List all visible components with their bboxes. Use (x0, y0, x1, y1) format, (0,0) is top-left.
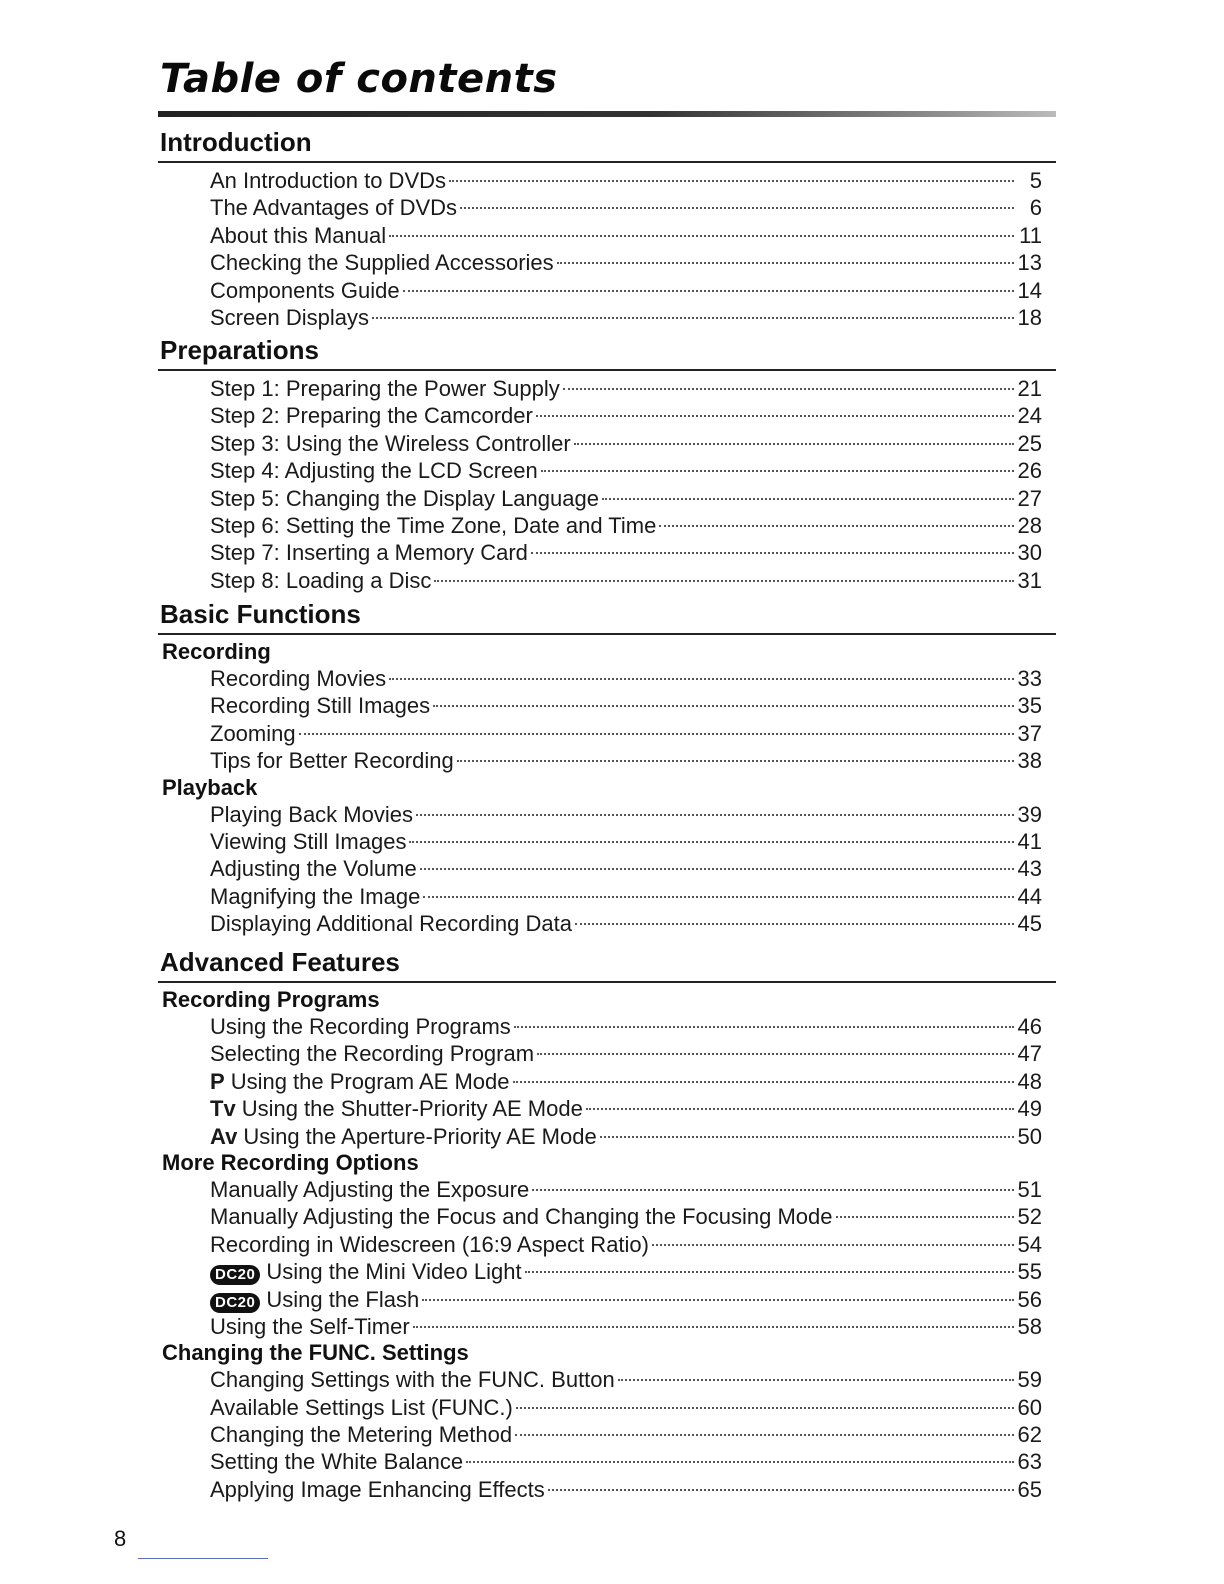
toc-entry-title: Viewing Still Images (210, 828, 407, 854)
toc-entry-page: 46 (1017, 1014, 1042, 1039)
toc-entry[interactable] (158, 1095, 1056, 1122)
dot-leader (403, 290, 1014, 292)
section-rule (158, 981, 1056, 983)
toc-entry[interactable] (158, 375, 1056, 402)
toc-entry[interactable] (158, 1231, 1056, 1258)
subsection-title: Recording Programs (162, 987, 380, 1012)
toc-entry[interactable] (158, 167, 1056, 194)
mode-prefix: P (210, 1068, 225, 1094)
mode-prefix: Tv (210, 1096, 236, 1122)
dot-leader (423, 896, 1013, 898)
section-title: Preparations (160, 335, 319, 365)
toc-entry-page: 51 (1017, 1176, 1042, 1202)
toc-entry-title: Using the Aperture-Priority AE Mode (243, 1123, 597, 1149)
toc-entry[interactable] (158, 402, 1056, 429)
dot-leader (652, 1244, 1014, 1246)
toc-list (158, 801, 1056, 938)
toc-entry-title: Recording Still Images (210, 693, 431, 719)
toc-entry[interactable] (158, 222, 1056, 249)
toc-entry[interactable] (158, 801, 1056, 828)
toc-entry-page: 58 (1017, 1313, 1042, 1339)
dot-leader (372, 317, 1014, 319)
dot-leader (532, 1189, 1013, 1191)
subsection-title: Changing the FUNC. Settings (162, 1340, 469, 1366)
toc-entry-title: Available Settings List (FUNC.) (210, 1394, 513, 1420)
dot-leader (433, 705, 1013, 707)
toc-entry-page: 31 (1017, 567, 1042, 593)
toc-entry-page: 56 (1017, 1286, 1042, 1312)
toc-list (158, 665, 1056, 775)
toc-entry[interactable] (158, 304, 1056, 331)
toc-entry-page: 26 (1017, 458, 1042, 484)
toc-entry-title: Using the Self-Timer (210, 1313, 410, 1339)
toc-entry-page: 5 (1029, 168, 1042, 193)
toc-entry-page: 47 (1017, 1041, 1042, 1067)
section-basic-functions (158, 598, 1056, 938)
dot-leader (420, 868, 1014, 870)
toc-entry-page: 37 (1017, 720, 1042, 746)
toc-entry[interactable] (158, 883, 1056, 910)
dot-leader (516, 1407, 1014, 1409)
toc-entry-page: 6 (1029, 195, 1042, 221)
toc-entry-title: Adjusting the Volume (210, 856, 417, 882)
model-badge-icon: DC20 (210, 1293, 260, 1313)
toc-entry[interactable] (158, 1366, 1056, 1393)
toc-entry-title: Checking the Supplied Accessories (210, 250, 554, 276)
dot-leader (413, 1326, 1014, 1328)
toc-entry-title: Step 2: Preparing the Camcorder (210, 403, 533, 429)
subsection-title: Recording (162, 639, 271, 664)
dot-leader (466, 1461, 1013, 1463)
toc-entry-page: 55 (1017, 1259, 1042, 1285)
subsection-title: Playback (162, 774, 258, 800)
toc-entry-page: 13 (1017, 250, 1042, 276)
dot-leader (513, 1081, 1014, 1083)
dot-leader (557, 262, 1014, 264)
toc-entry-page: 63 (1017, 1449, 1042, 1475)
dot-leader (548, 1489, 1014, 1491)
toc-entry[interactable] (158, 1258, 1056, 1285)
toc-entry[interactable] (158, 1040, 1056, 1067)
toc-entry-title: Step 8: Loading a Disc (210, 567, 432, 593)
dot-leader (537, 1053, 1013, 1055)
toc-entry[interactable] (158, 277, 1056, 304)
toc-entry-title: Using the Mini Video Light (266, 1259, 522, 1285)
toc-entry[interactable] (158, 1286, 1056, 1313)
toc-entry-page: 59 (1017, 1367, 1042, 1393)
dot-leader (449, 180, 1014, 182)
toc-entry-page: 50 (1017, 1123, 1042, 1149)
mode-prefix: Av (210, 1123, 238, 1149)
toc-entry[interactable] (158, 720, 1056, 747)
toc-entry[interactable] (158, 1013, 1056, 1040)
page-title: Table of contents (160, 56, 558, 102)
section-title: Basic Functions (160, 599, 361, 629)
toc-entry-page: 21 (1017, 376, 1042, 401)
toc-entry[interactable] (158, 457, 1056, 484)
dot-leader (525, 1271, 1014, 1273)
dot-leader (457, 760, 1014, 762)
toc-entry-page: 24 (1017, 403, 1042, 429)
toc-entry[interactable] (158, 249, 1056, 276)
toc-entry[interactable] (158, 665, 1056, 692)
section-advanced-features (158, 946, 1056, 1503)
dot-leader (299, 733, 1014, 735)
toc-entry-page: 39 (1017, 801, 1042, 827)
toc-entry[interactable] (158, 194, 1056, 221)
toc-list (158, 1366, 1056, 1503)
footer-rule (138, 1558, 268, 1559)
toc-entry-page: 38 (1017, 748, 1042, 774)
toc-entry-title: Recording in Widescreen (16:9 Aspect Ratio) (210, 1231, 649, 1257)
section-rule (158, 161, 1056, 163)
toc-entry[interactable] (158, 855, 1056, 882)
title-rule (158, 111, 1056, 117)
dot-leader (618, 1379, 1014, 1381)
toc-entry-title: Manually Adjusting the Exposure (210, 1176, 530, 1202)
toc-entry[interactable] (158, 747, 1056, 774)
dot-leader (586, 1108, 1014, 1110)
dot-leader (563, 388, 1014, 390)
toc-entry-page: 49 (1017, 1096, 1042, 1122)
toc-entry-title: An Introduction to DVDs (210, 168, 447, 193)
toc-entry-title: Step 3: Using the Wireless Controller (210, 430, 571, 456)
toc-entry-title: The Advantages of DVDs (210, 195, 458, 221)
toc-entry-title: Using the Recording Programs (210, 1014, 511, 1039)
toc-entry[interactable] (158, 1313, 1056, 1340)
dot-leader (536, 415, 1014, 417)
toc-entry-title: Applying Image Enhancing Effects (210, 1476, 545, 1502)
toc-entry-page: 43 (1017, 856, 1042, 882)
toc-entry-page: 45 (1017, 911, 1042, 937)
section-rule (158, 369, 1056, 371)
section-title: Advanced Features (160, 947, 400, 977)
toc-entry-page: 60 (1017, 1394, 1042, 1420)
dot-leader (836, 1216, 1014, 1218)
dot-leader (434, 580, 1013, 582)
section-introduction (158, 126, 1056, 331)
toc-entry-title: Step 5: Changing the Display Language (210, 485, 599, 511)
toc-entry-page: 28 (1017, 512, 1042, 538)
dot-leader (409, 841, 1013, 843)
toc-entry-title: Magnifying the Image (210, 883, 421, 909)
dot-leader (659, 525, 1013, 527)
dot-leader (422, 1299, 1013, 1301)
toc-entry-page: 18 (1017, 304, 1042, 330)
toc-entry-page: 48 (1017, 1068, 1042, 1094)
section-rule (158, 633, 1056, 635)
dot-leader (602, 498, 1014, 500)
toc-entry[interactable] (158, 910, 1056, 937)
toc-entry-page: 65 (1017, 1476, 1042, 1502)
toc-entry-title: Step 4: Adjusting the LCD Screen (210, 458, 538, 484)
dot-leader (575, 923, 1014, 925)
dot-leader (541, 470, 1014, 472)
toc-list (158, 167, 1056, 331)
toc-entry-page: 33 (1017, 666, 1042, 691)
toc-entry-page: 27 (1017, 485, 1042, 511)
model-badge-icon: DC20 (210, 1265, 260, 1285)
toc-entry-title: Displaying Additional Recording Data (210, 911, 572, 937)
section-preparations (158, 334, 1056, 594)
dot-leader (416, 814, 1014, 816)
toc-entry[interactable] (158, 1421, 1056, 1448)
toc-entry-page: 25 (1017, 430, 1042, 456)
toc-entry-title: Changing Settings with the FUNC. Button (210, 1367, 615, 1393)
dot-leader (574, 443, 1014, 445)
toc-entry[interactable] (158, 1176, 1056, 1203)
dot-leader (515, 1434, 1013, 1436)
toc-entry-title: Step 1: Preparing the Power Supply (210, 376, 560, 401)
toc-entry[interactable] (158, 1123, 1056, 1150)
toc-list (158, 1176, 1056, 1340)
toc-entry[interactable] (158, 1394, 1056, 1421)
toc-list (158, 375, 1056, 594)
toc-entry[interactable] (158, 692, 1056, 719)
toc-entry[interactable] (158, 1476, 1056, 1503)
toc-entry[interactable] (158, 512, 1056, 539)
dot-leader (460, 207, 1014, 209)
toc-entry-title: Tips for Better Recording (210, 748, 454, 774)
toc-entry-page: 14 (1017, 277, 1042, 303)
toc-entry-title: Step 7: Inserting a Memory Card (210, 540, 528, 566)
toc-entry-title: Selecting the Recording Program (210, 1041, 535, 1067)
subsection-title: More Recording Options (162, 1149, 419, 1175)
dot-leader (389, 678, 1013, 680)
toc-entry[interactable] (158, 430, 1056, 457)
toc-entry-page: 52 (1017, 1204, 1042, 1230)
toc-entry-title: Components Guide (210, 277, 400, 303)
toc-entry-page: 54 (1017, 1231, 1042, 1257)
toc-entry-page: 11 (1019, 222, 1042, 248)
toc-entry[interactable] (158, 539, 1056, 566)
page-number: 8 (114, 1526, 127, 1551)
toc-entry-page: 41 (1017, 828, 1042, 854)
toc-entry-title: Manually Adjusting the Focus and Changing the Focusing Mode (210, 1204, 833, 1230)
toc-entry-page: 30 (1017, 540, 1042, 566)
toc-entry-title: Recording Movies (210, 666, 387, 691)
toc-entry-title: About this Manual (210, 222, 387, 248)
section-title: Introduction (160, 127, 312, 157)
toc-entry[interactable] (158, 485, 1056, 512)
dot-leader (514, 1026, 1014, 1028)
toc-entry-title: Step 6: Setting the Time Zone, Date and Time (210, 512, 657, 538)
dot-leader (531, 552, 1014, 554)
toc-entry[interactable] (158, 1068, 1056, 1095)
toc-entry[interactable] (158, 828, 1056, 855)
toc-entry[interactable] (158, 1448, 1056, 1475)
toc-entry-title: Using the Program AE Mode (230, 1068, 510, 1094)
toc-entry[interactable] (158, 567, 1056, 594)
toc-entry-title: Setting the White Balance (210, 1449, 464, 1475)
toc-entry-title: Changing the Metering Method (210, 1422, 513, 1448)
toc-entry-title: Screen Displays (210, 304, 369, 330)
toc-entry[interactable] (158, 1203, 1056, 1230)
toc-entry-title: Using the Shutter-Priority AE Mode (241, 1096, 583, 1122)
toc-entry-title: Zooming (210, 720, 296, 746)
toc-entry-page: 35 (1017, 693, 1042, 719)
toc-entry-title: Playing Back Movies (210, 801, 413, 827)
toc-list (158, 1013, 1056, 1150)
toc-entry-title: Using the Flash (266, 1286, 420, 1312)
dot-leader (389, 235, 1014, 237)
toc-entry-page: 62 (1017, 1422, 1042, 1448)
toc-entry-page: 44 (1017, 883, 1042, 909)
dot-leader (600, 1136, 1014, 1138)
